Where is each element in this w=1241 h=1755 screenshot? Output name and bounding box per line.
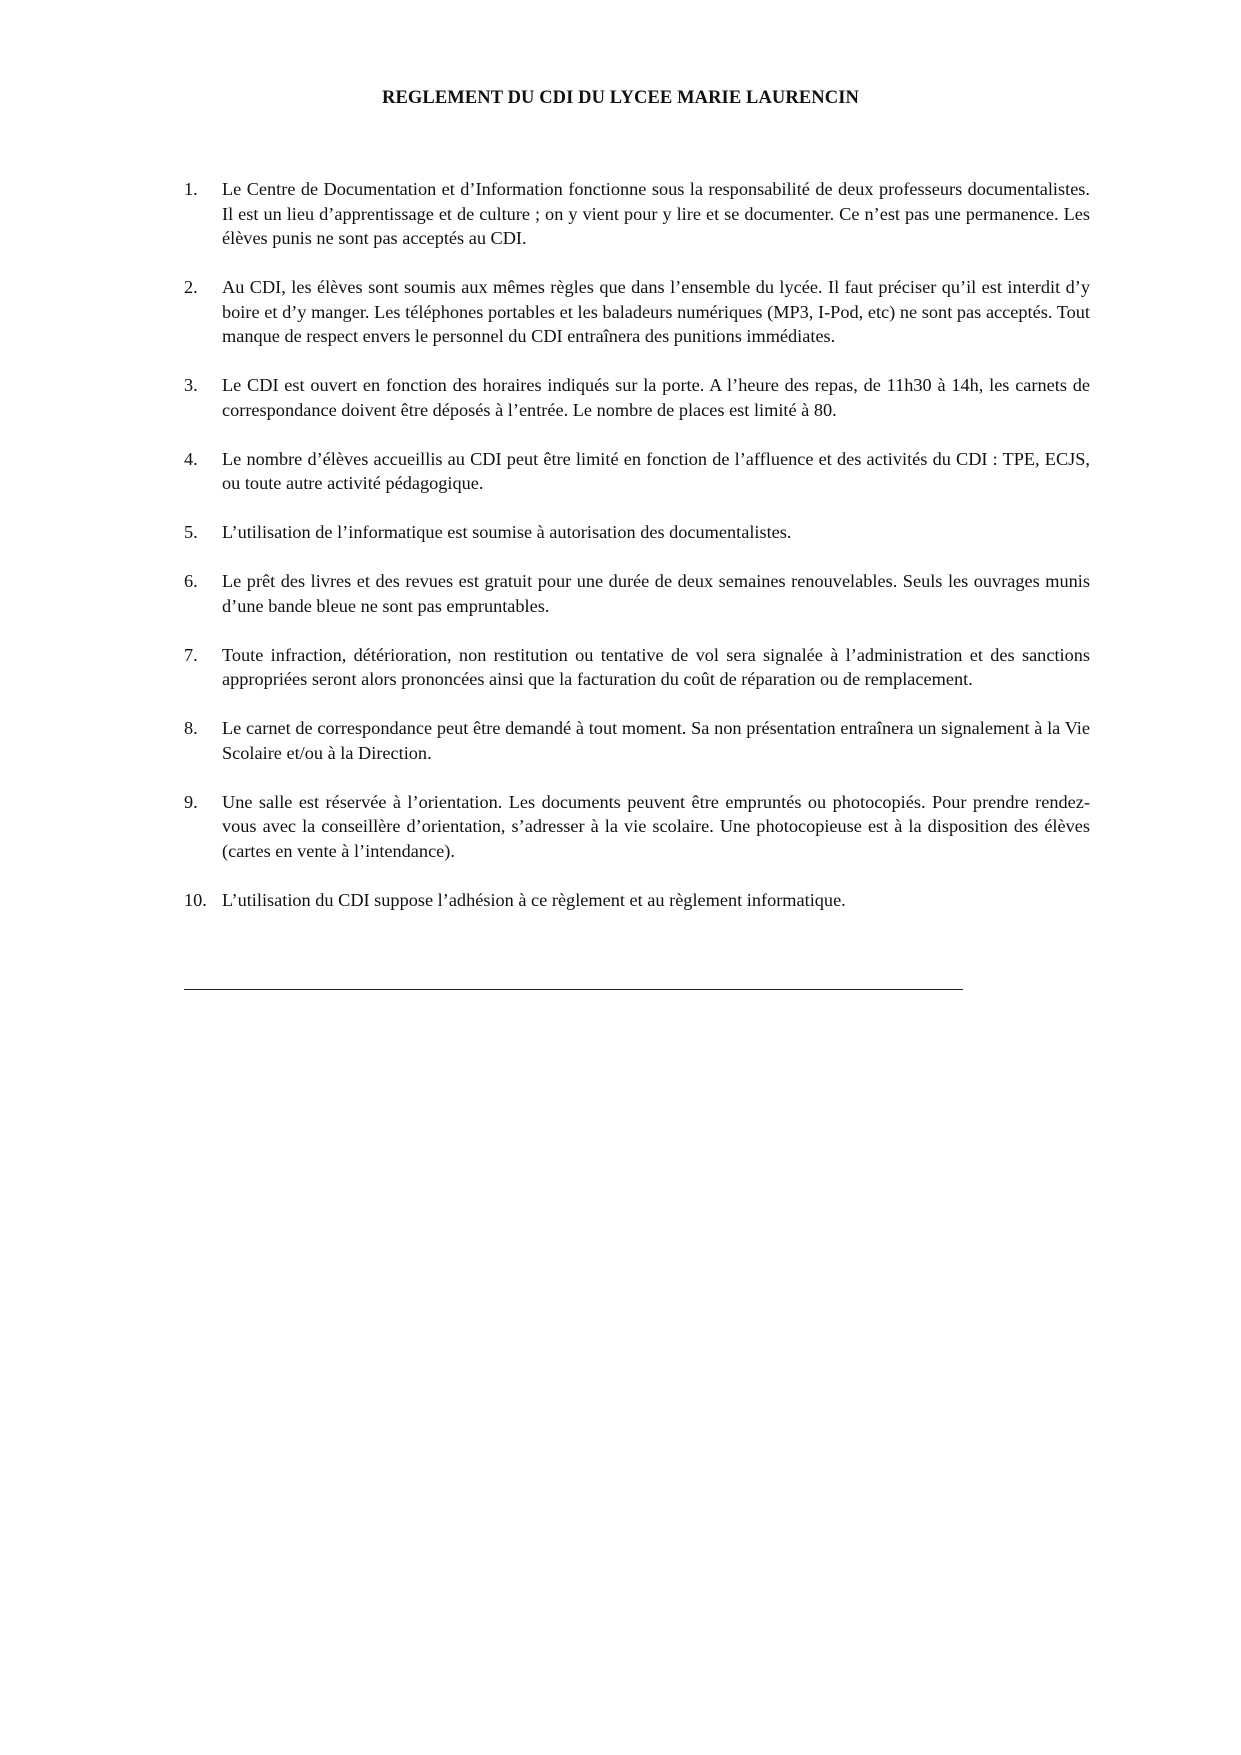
rule-text: L’utilisation de l’informatique est soumise à autorisation des documentalistes.: [222, 522, 792, 542]
rule-number: 6.: [184, 571, 198, 591]
rule-number: 9.: [184, 791, 198, 812]
rule-text: Le prêt des livres et des revues est gratuit pour une durée de deux semaines renouvelables. Seuls les ouvrages munis d’une bande bleue ne sont pas empruntables.: [222, 571, 1090, 616]
rule-item: [184, 373, 1090, 422]
rule-number: 1.: [184, 179, 198, 199]
rule-number: 5.: [184, 522, 198, 542]
rule-number: 8.: [184, 718, 198, 738]
rule-text: Le Centre de Documentation et d’Information fonctionne sous la responsabilité de deux professeurs documentalistes. Il est un lieu d’apprentissage et de culture ; on y vient pour y lire et se documenter. Ce n’est pas une permanence. Les élèves punis ne sont pas acceptés au CDI.: [222, 179, 1090, 248]
rule-item: [184, 177, 1090, 251]
rule-text: Le nombre d’élèves accueillis au CDI peut être limité en fonction de l’affluence et des activités du CDI : TPE, ECJS, ou toute autre activité pédagogique.: [222, 448, 1090, 493]
rule-text: Le carnet de correspondance peut être demandé à tout moment. Sa non présentation entraînera un signalement à la Vie Scolaire et/ou à la Direction.: [222, 718, 1090, 763]
rule-item: [184, 643, 1090, 692]
rule-item: [184, 888, 1090, 913]
document-title: REGLEMENT DU CDI DU LYCEE MARIE LAURENCIN: [382, 88, 859, 108]
rule-number: 2.: [184, 277, 198, 297]
rule-number: 10.: [184, 889, 207, 910]
rule-number: 7.: [184, 644, 198, 665]
rule-item: [184, 790, 1090, 864]
rule-item: [184, 447, 1090, 496]
rule-number: 3.: [184, 375, 198, 395]
rule-item: [184, 275, 1090, 349]
rule-number: 4.: [184, 448, 198, 469]
rule-text: L’utilisation du CDI suppose l’adhésion à ce règlement et au règlement informatique.: [222, 889, 846, 910]
rule-text: Au CDI, les élèves sont soumis aux mêmes règles que dans l’ensemble du lycée. Il faut préciser qu’il est interdit d’y boire et d’y manger. Les téléphones portables et les baladeurs numériques (MP3, I-Pod, etc) ne sont pas acceptés. Tout manque de respect envers le personnel du CDI entraînera des punitions immédiates.: [222, 277, 1090, 346]
rule-item: [184, 569, 1090, 618]
rule-text: Toute infraction, détérioration, non restitution ou tentative de vol sera signalée à l’administration et des sanctions appropriées seront alors prononcées ainsi que la facturation du coût de réparation ou de remplacement.: [222, 644, 1090, 689]
rule-text: Une salle est réservée à l’orientation. Les documents peuvent être empruntés ou photocopiés. Pour prendre rendez-vous avec la conseillère d’orientation, s’adresser à la vie scolaire. Une photocopieuse est à la disposition des élèves (cartes en vente à l’intendance).: [222, 791, 1090, 861]
rule-item: [184, 520, 1090, 545]
rules-list: [184, 177, 1090, 937]
rule-text: Le CDI est ouvert en fonction des horaires indiqués sur la porte. A l’heure des repas, de 11h30 à 14h, les carnets de correspondance doivent être déposés à l’entrée. Le nombre de places est limité à 80.: [222, 375, 1090, 420]
horizontal-rule: [184, 989, 963, 990]
rule-item: [184, 716, 1090, 765]
